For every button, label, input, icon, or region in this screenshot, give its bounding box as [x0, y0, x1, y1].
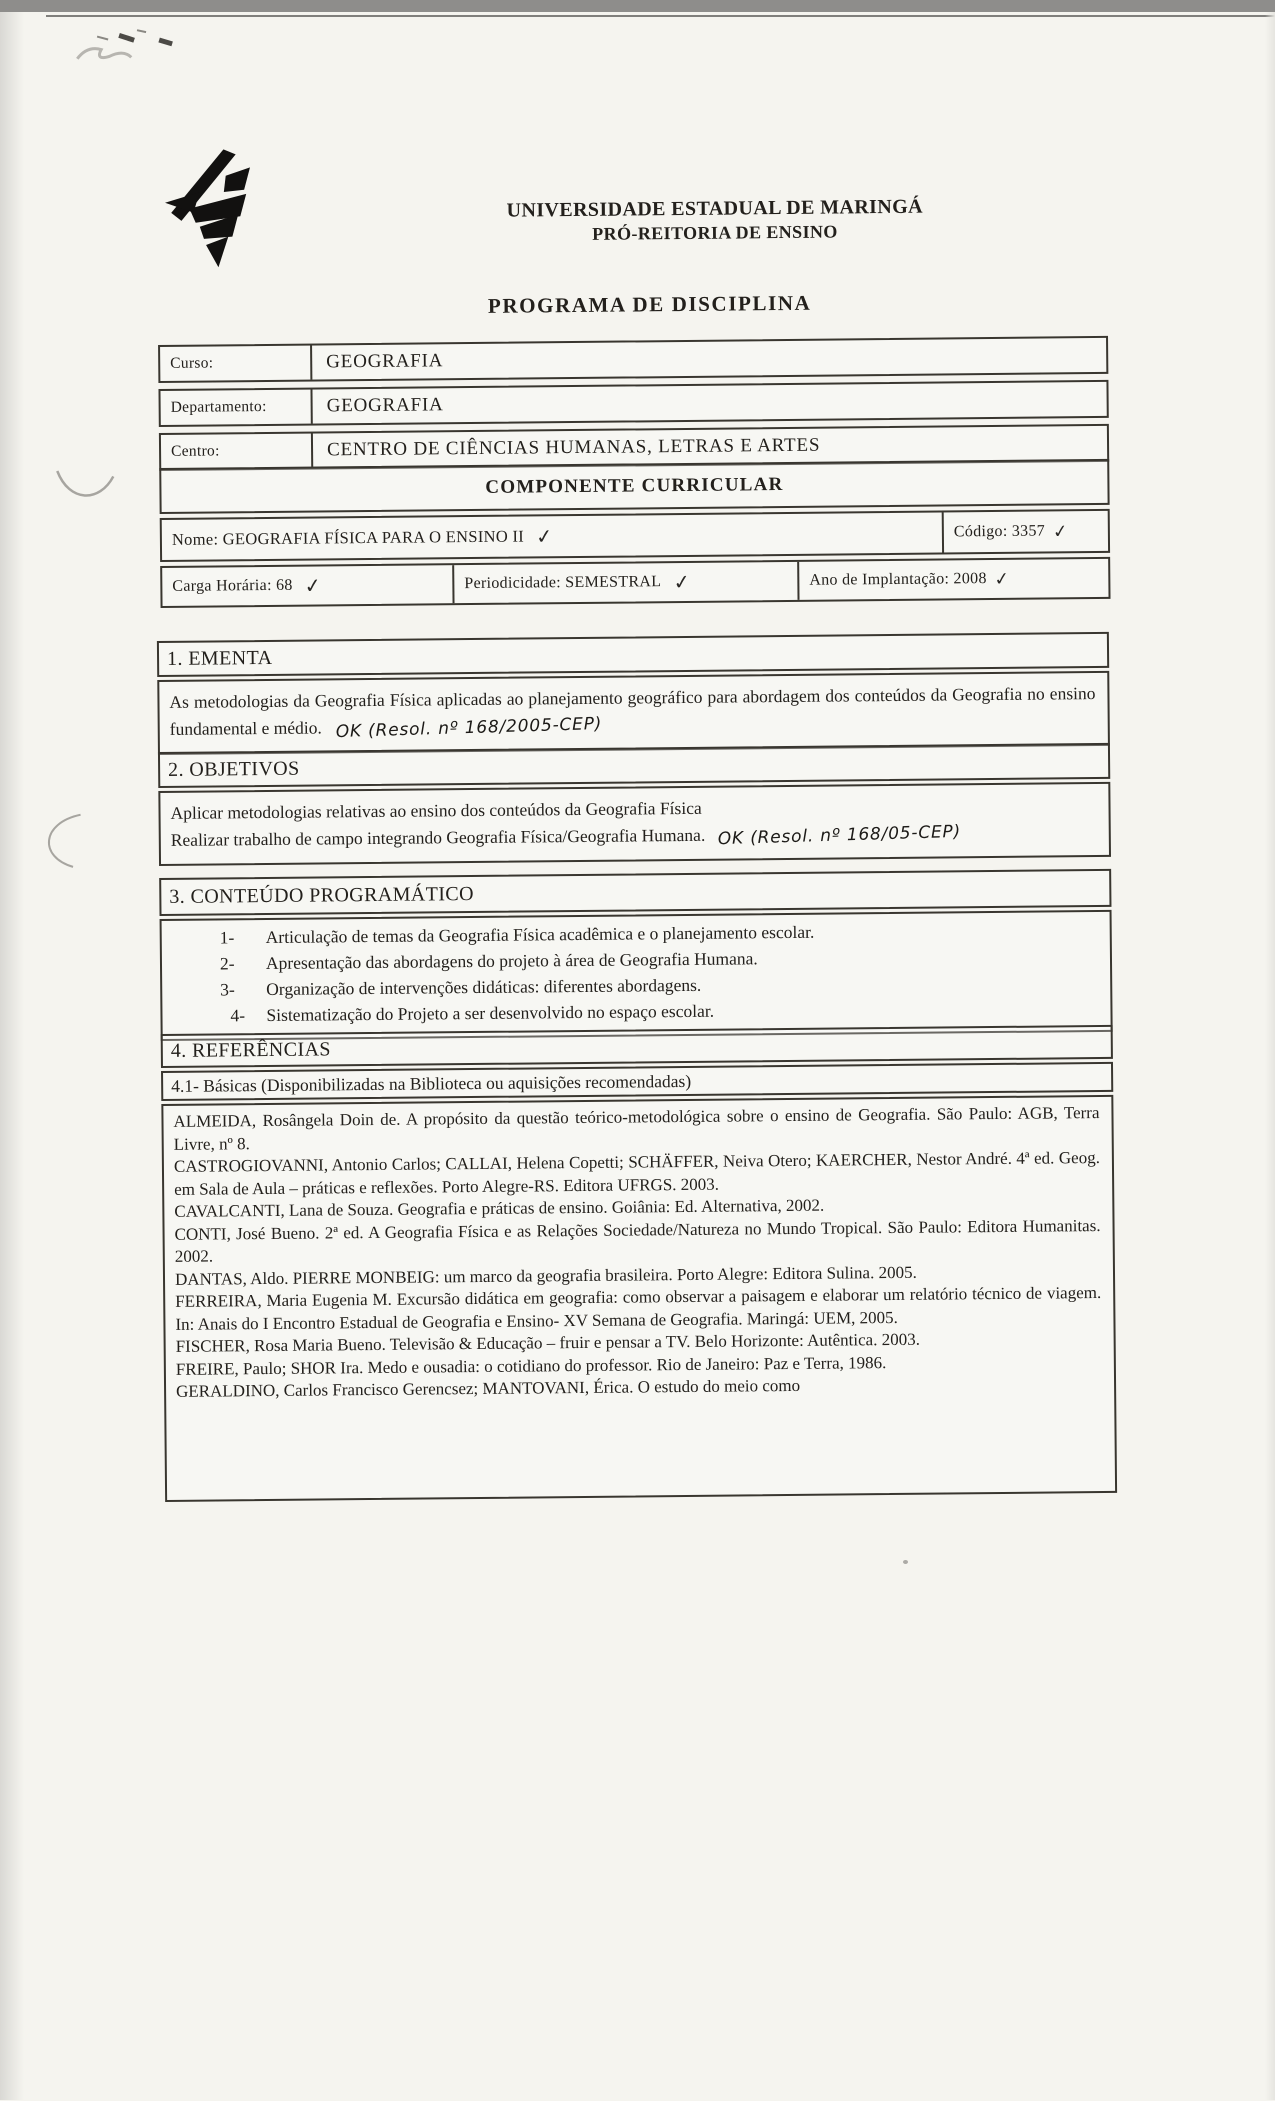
- document-title: PROGRAMA DE DISCIPLINA: [487, 290, 812, 318]
- centro-label: Centro:: [170, 442, 220, 460]
- curso-value: GEOGRAFIA: [326, 350, 444, 373]
- pencil-scribble: [67, 22, 197, 73]
- university-name: UNIVERSIDADE ESTADUAL DE MARINGÁ: [506, 195, 924, 222]
- uem-logo: [164, 149, 251, 282]
- handwritten-annotation: OK (Resol. nº 168/2005-CEP): [335, 713, 603, 743]
- item-number: 2-: [219, 953, 235, 974]
- item-number: 1-: [219, 927, 235, 948]
- handwritten-check: ✓: [1051, 520, 1070, 543]
- conteudo-title: 3. CONTEÚDO PROGRAMÁTICO: [159, 869, 1111, 916]
- handwritten-check: ✓: [993, 567, 1012, 591]
- reference-entry: ALMEIDA, Rosângela Doin de. A propósito da questão teórico-metodológica sobre o ensino de Geografia. São Paulo: AGB, Terra Livre, nº 8.: [173, 1103, 1100, 1154]
- reference-entry: FERREIRA, Maria Eugenia M. Excursão didática em geografia: como observar a paisagem e elaborar um relatório técnico de viagem. In: Anais do I Encontro Estadual de Geografia e Ensino- XV Semana de Geografia. Maringá: UEM, 2005.: [175, 1283, 1102, 1334]
- pencil-mark-c: [32, 809, 93, 875]
- info-row-curso: [158, 336, 1108, 383]
- referencias-subtitle: 4.1- Básicas (Disponibilizadas na Biblioteca ou aquisições recomendadas): [161, 1062, 1113, 1101]
- handwritten-check: ✓: [672, 569, 692, 595]
- reference-entry: CASTROGIOVANNI, Antonio Carlos; CALLAI, Helena Copetti; SCHÄFFER, Neiva Otero; KAERCHER, Nestor André. 4ª ed. Geog. em Sala de Aula – práticas e reflexões. Porto Alegre-RS. Editora UFRGS. 2003.: [173, 1148, 1100, 1199]
- ano-implantacao-value: Ano de Implantação: 2008: [809, 570, 987, 589]
- item-text: Sistematização do Projeto a ser desenvolvido no espaço escolar.: [266, 1000, 715, 1026]
- objetivos-body: [158, 782, 1111, 866]
- objetivos-title: 2. OBJETIVOS: [158, 743, 1110, 788]
- departamento-label: Departamento:: [170, 397, 267, 416]
- ementa-text: As metodologias da Geografia Física aplicadas ao planejamento geográfico para abordagem dos conteúdos da Geografia no ensino fundamental e médio.: [169, 683, 1096, 739]
- conteudo-body: [160, 910, 1113, 1041]
- curso-label: Curso:: [170, 354, 214, 372]
- handwritten-check: ✓: [303, 572, 324, 599]
- reference-entry: DANTAS, Aldo. PIERRE MONBEIG: um marco da geografia brasileira. Porto Alegre: Editora Sulina. 2005.: [174, 1262, 917, 1289]
- university-heading: [409, 194, 1021, 247]
- pencil-mark-curve: [51, 462, 121, 508]
- codigo-value: Código: 3357: [953, 522, 1046, 541]
- reference-entry: CAVALCANTI, Lana de Souza. Geografia e práticas de ensino. Goiânia: Ed. Alternativa, 2002.: [174, 1195, 825, 1221]
- ementa-title: 1. EMENTA: [157, 632, 1109, 677]
- pro-reitoria: PRÓ-REITORIA DE ENSINO: [592, 221, 838, 244]
- reference-entry: FREIRE, Paulo; SHOR Ira. Medo e ousadia: o cotidiano do professor. Rio de Janeiro: Paz e Terra, 1986.: [175, 1352, 887, 1379]
- carga-horaria-value: Carga Horária: 68: [172, 576, 293, 595]
- carga-row: [160, 557, 1110, 608]
- handwritten-annotation: OK (Resol. nº 168/05-CEP): [717, 821, 962, 850]
- nome-row: [160, 509, 1110, 562]
- nome-value: Nome: GEOGRAFIA FÍSICA PARA O ENSINO II: [171, 526, 525, 549]
- objetivo-line: Aplicar metodologias relativas ao ensino dos conteúdos da Geografia Física: [170, 797, 702, 823]
- referencias-body: [161, 1095, 1117, 1502]
- objetivo-text: Realizar trabalho de campo integrando Geografia Física/Geografia Humana.: [170, 824, 706, 850]
- info-row-departamento: [158, 380, 1108, 427]
- item-text: Organização de intervenções didáticas: diferentes abordagens.: [266, 974, 702, 1000]
- reference-entry: FISCHER, Rosa Maria Bueno. Televisão & Educação – fruir e pensar a TV. Belo Horizonte: Autêntica. 2003.: [175, 1329, 921, 1356]
- item-number: 3-: [220, 979, 235, 1000]
- handwritten-check: ✓: [534, 523, 555, 550]
- centro-value: CENTRO DE CIÊNCIAS HUMANAS, LETRAS E ARTES: [326, 434, 821, 461]
- referencias-title: 4. REFERÊNCIAS: [161, 1025, 1113, 1068]
- item-text: Apresentação das abordagens do projeto à área de Geografia Humana.: [265, 948, 758, 974]
- componente-curricular-title: COMPONENTE CURRICULAR: [159, 459, 1109, 514]
- ementa-body: [157, 671, 1110, 755]
- item-text: Articulação de temas da Geografia Física acadêmica e o planejamento escolar.: [265, 921, 815, 948]
- reference-entry: CONTI, José Bueno. 2ª ed. A Geografia Física e as Relações Sociedade/Natureza no Mundo Tropical. São Paulo: Editora Humanitas. 2002.: [174, 1215, 1101, 1266]
- departamento-value: GEOGRAFIA: [326, 394, 444, 417]
- reference-entry: GERALDINO, Carlos Francisco Gerencsez; MANTOVANI, Érica. O estudo do meio como: [176, 1375, 801, 1401]
- periodicidade-value: Periodicidade: SEMESTRAL: [464, 573, 662, 593]
- item-number: 4-: [230, 1005, 246, 1026]
